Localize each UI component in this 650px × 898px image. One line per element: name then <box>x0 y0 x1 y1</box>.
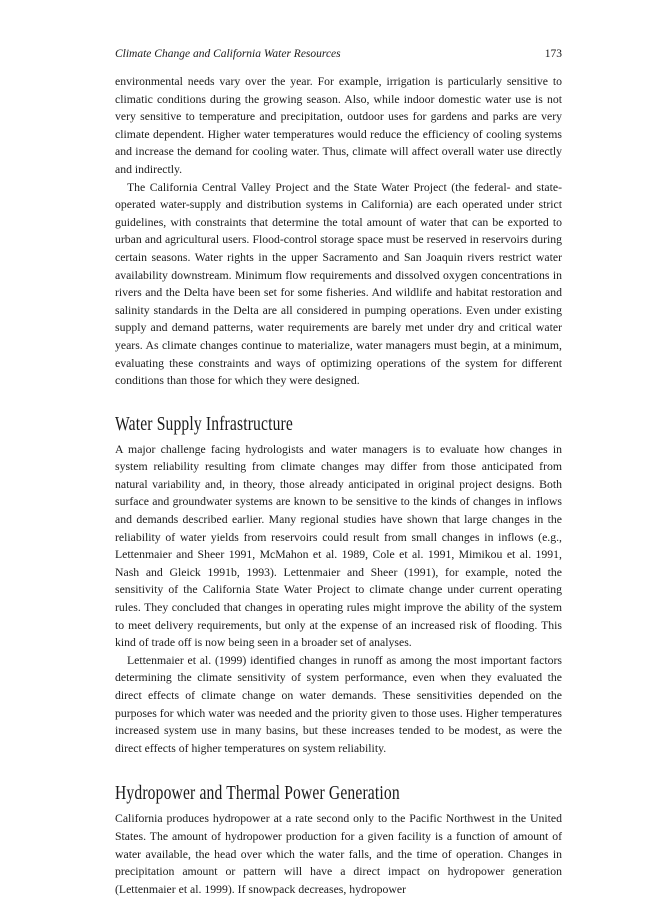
paragraph-continued: environmental needs vary over the year. For example, irrigation is particularly sensitive to climatic conditions during the growing season. Also, while indoor domestic water use is not very sensitive to temperature and precipitation, outdoor uses for gardens and parks are very climate dependent. Higher water temperatures would reduce the efficiency of cooling systems and increase the demand for cooling water. Thus, climate will affect overall water use directly and indirectly. <box>115 75 562 176</box>
body-text <box>115 73 562 898</box>
paragraph-runoff-sensitivity: Lettenmaier et al. (1999) identified changes in runoff as among the most important factors determining the climate sensitivity of system performance, even when they evaluated the direct effects of climate change on water demands. These sensitivities depended on the purposes for which water was needed and the priority given to those uses. Higher temperatures increased system use in many basins, but these increases tended to be modest, as were the direct effects of higher temperatures on system reliability. <box>115 653 562 755</box>
paragraph-hydropower: California produces hydropower at a rate second only to the Pacific Northwest in the United States. The amount of hydropower production for a given facility is a function of amount of water available, the head over which the water falls, and the time of operation. Changes in precipitation amount or pattern will have a direct impact on hydropower generation (Lettenmaier et al. 1999). If snowpack decreases, hydropower <box>115 812 562 896</box>
book-page <box>115 45 562 898</box>
section-heading-hydropower: Hydropower and Thermal Power Generation <box>115 782 400 805</box>
running-header <box>115 45 562 63</box>
paragraph-project-operations: The California Central Valley Project and the State Water Project (the federal- and state-operated water-supply and distribution systems in California) are each operated under strict guidelines, with constraints that determine the total amount of water that can be exported to urban and agricultural users. Flood-control storage space must be reserved in reservoirs during certain seasons. Water rights in the upper Sacramento and San Joaquin rivers restrict water availability downstream. Minimum flow requirements and dissolved oxygen concentrations in rivers and the Delta have been set for some fisheries. And wildlife and habitat restoration and salinity standards in the Delta are all considered in pumping operations. Even under existing supply and demand patterns, water requirements are barely met under dry and critical water years. As climate changes continue to materialize, water managers must begin, at a minimum, evaluating these constraints and ways of optimizing operations of the system for different conditions than those for which they were designed. <box>115 180 562 388</box>
running-title: Climate Change and California Water Resources <box>115 48 341 60</box>
page-number: 173 <box>544 48 562 60</box>
paragraph-system-reliability: A major challenge facing hydrologists and water managers is to evaluate how changes in system reliability resulting from climate changes may differ from those anticipated from natural variability and, in theory, those already anticipated in original project designs. Both surface and groundwater systems are known to be sensitive to the kinds of changes in inflows and demands described earlier. Many regional studies have shown that large changes in the reliability of water yields from reservoirs could result from small changes in inflows (e.g., Lettenmaier and Sheer 1991, McMahon et al. 1989, Cole et al. 1991, Mimikou et al. 1991, Nash and Gleick 1991b, 1993). Lettenmaier and Sheer (1991), for example, noted the sensitivity of the California State Water Project to climate change under current operating rules. They concluded that changes in operating rules might improve the ability of the system to meet delivery requirements, but only at the expense of an increased risk of flooding. This kind of trade off is now being seen in a broader set of analyses. <box>115 442 562 650</box>
section-heading-water-supply: Water Supply Infrastructure <box>115 412 293 435</box>
